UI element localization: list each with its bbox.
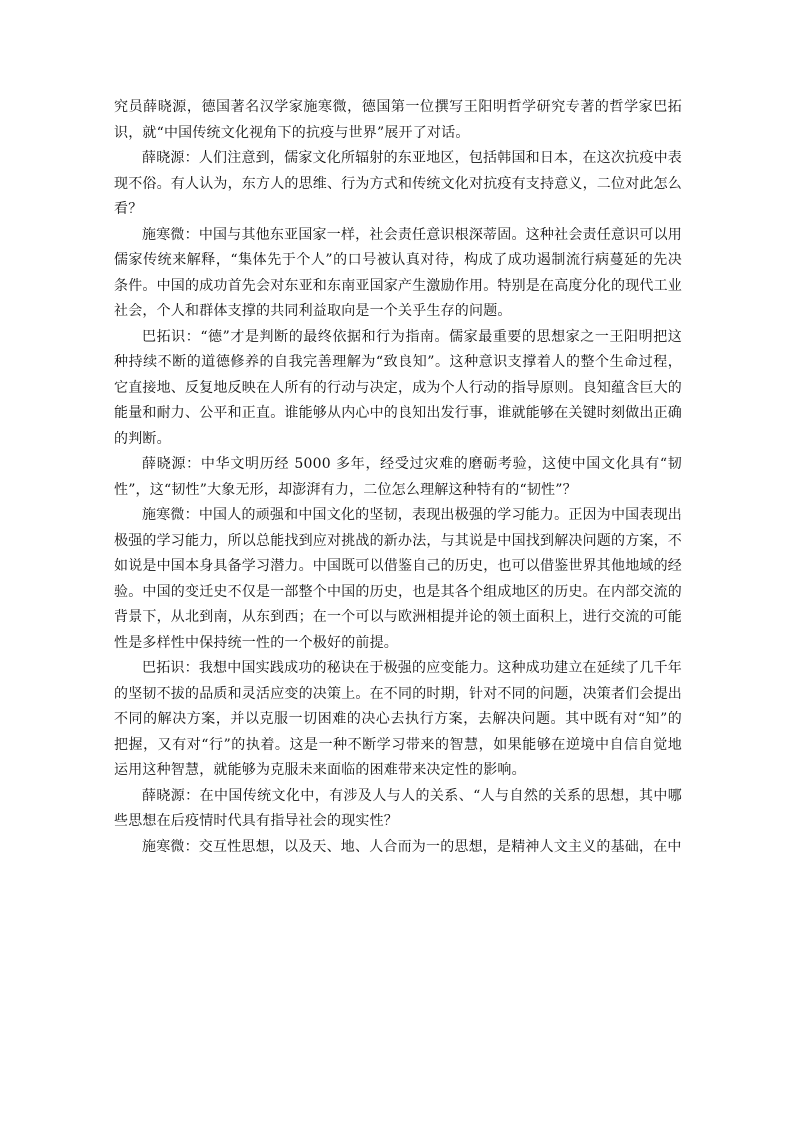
question-paragraph-2: 薛晓源：中华文明历经 5000 多年，经受过灾难的磨砺考验，这使中国文化具有“韧性”，这“韧性”大象无形，却澎湃有力，二位怎么理解这种特有的“韧性”？ [114, 456, 682, 498]
question-paragraph-1: 薛晓源：人们注意到，儒家文化所辐射的东亚地区，包括韩国和日本，在这次抗疫中表现不俗。有人认为，东方人的思维、行为方式和传统文化对抗疫有支持意义，二位对此怎么看？ [114, 150, 682, 217]
answer-paragraph-3: 施寒微：中国人的顽强和中国文化的坚韧，表现出极强的学习能力。正因为中国表现出极强的学习能力，所以总能找到应对挑战的新办法，与其说是中国找到解决问题的方案，不如说是中国本身具备学习潜力。中国既可以借鉴自己的历史，也可以借鉴世界其他地域的经验。中国的变迁史不仅是一部整个中国的历史，也是其各个组成地区的历史。在内部交流的背景下，从北到南，从东到西；在一个可以与欧洲相提并论的领土面积上，进行交流的可能性是多样性中保持统一性的一个极好的前提。 [114, 507, 682, 651]
document-page [114, 95, 682, 860]
question-paragraph-3: 薛晓源：在中国传统文化中，有涉及人与人的关系、“人与自然的关系的思想，其中哪些思想在后疫情时代具有指导社会的现实性？ [114, 787, 682, 829]
answer-paragraph-1: 施寒微：中国与其他东亚国家一样，社会责任意识根深蒂固。这种社会责任意识可以用儒家传统来解释，“集体先于个人”的口号被认真对待，构成了成功遏制流行病蔓延的先决条件。中国的成功首先会对东亚和东南亚国家产生激励作用。特别是在高度分化的现代工业社会，个人和群体支撑的共同利益取向是一个关乎生存的问题。 [114, 226, 682, 319]
answer-paragraph-2: 巴拓识：“德”才是判断的最终依据和行为指南。儒家最重要的思想家之一王阳明把这种持续不断的道德修养的自我完善理解为“致良知”。这种意识支撑着人的整个生命过程，它直接地、反复地反映在人所有的行动与决定，成为个人行动的指导原则。良知蕴含巨大的能量和耐力、公平和正直。谁能够从内心中的良知出发行事，谁就能够在关键时刻做出正确的判断。 [114, 328, 682, 447]
answer-paragraph-5: 施寒微：交互性思想，以及天、地、人合而为一的思想，是精神人文主义的基础，在中 [142, 838, 682, 855]
answer-paragraph-4: 巴拓识：我想中国实践成功的秘诀在于极强的应变能力。这种成功建立在延续了几千年的坚韧不拔的品质和灵活应变的决策上。在不同的时期，针对不同的问题，决策者们会提出不同的解决方案，并以克服一切困难的决心去执行方案，去解决问题。其中既有对“知”的把握，又有对“行”的执着。这是一种不断学习带来的智慧，如果能够在逆境中自信自觉地运用这种智慧，就能够为克服未来面临的困难带来决定性的影响。 [114, 660, 682, 778]
intro-paragraph: 究员薛晓源，德国著名汉学家施寒微，德国第一位撰写王阳明哲学研究专著的哲学家巴拓识，就“中国传统文化视角下的抗疫与世界”展开了对话。 [114, 99, 682, 141]
